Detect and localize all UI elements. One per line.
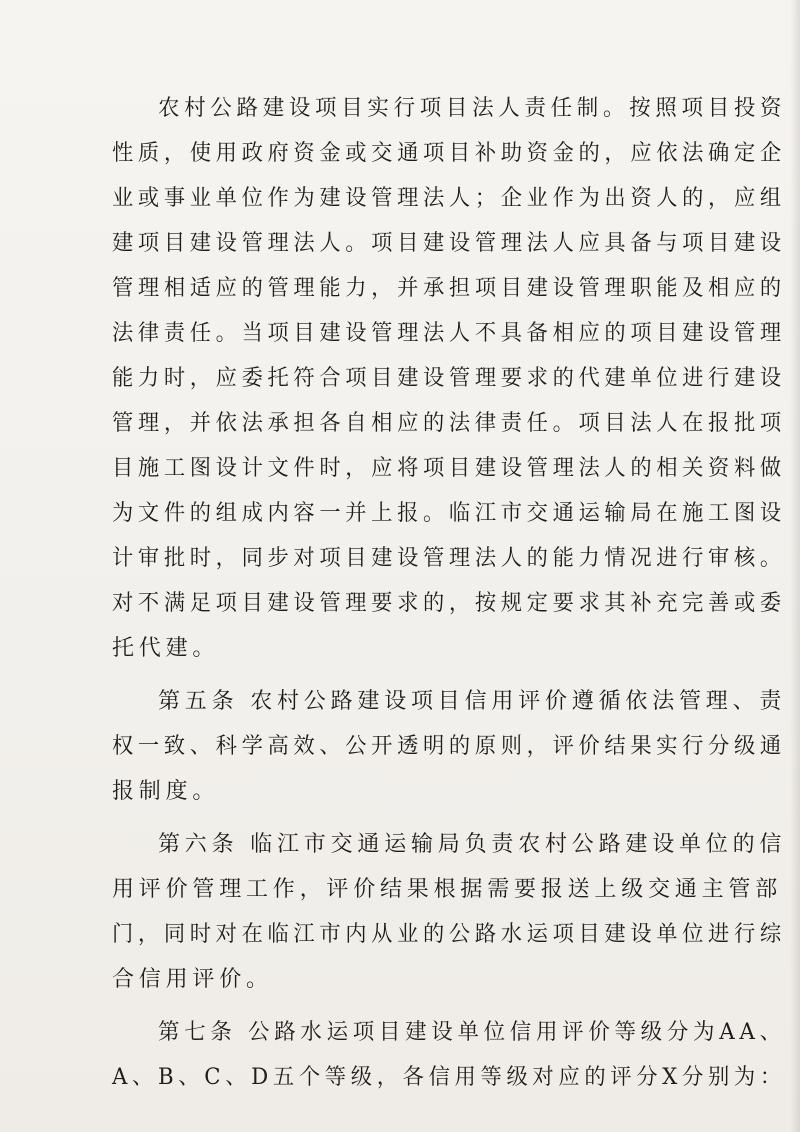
page-edge-shadow	[790, 0, 800, 1132]
article-7-line-2: A、B、C、D五个等级，各信用等级对应的评分X分别为：	[112, 1065, 786, 1090]
paragraph-1-line-8: 管理，并依法承担各自相应的法律责任。项目法人在报批项	[112, 411, 786, 436]
paragraph-1-line-6: 法律责任。当项目建设管理法人不具备相应的项目建设管理	[112, 321, 786, 346]
paragraph-1-line-2: 性质，使用政府资金或交通项目补助资金的，应依法确定企	[112, 141, 786, 166]
article-6-line-1: 第六条 临江市交通运输局负责农村公路建设单位的信	[158, 832, 787, 857]
article-5-line-1: 第五条 农村公路建设项目信用评价遵循依法管理、责	[158, 689, 787, 714]
article-6-line-2: 用评价管理工作，评价结果根据需要报送上级交通主管部	[112, 877, 783, 902]
paragraph-1-line-4: 建项目建设管理法人。项目建设管理法人应具备与项目建设	[112, 231, 786, 256]
paragraph-1-line-13: 托代建。	[112, 636, 220, 661]
article-5-line-2: 权一致、科学高效、公开透明的原则，评价结果实行分级通	[112, 734, 786, 759]
article-6-line-4: 合信用评价。	[112, 967, 273, 992]
paragraph-1-line-11: 计审批时，同步对项目建设管理法人的能力情况进行审核。	[112, 546, 786, 571]
paragraph-1-line-3: 业或事业单位作为建设管理法人；企业作为出资人的，应组	[112, 186, 786, 211]
paragraph-1-line-12: 对不满足项目建设管理要求的，按规定要求其补充完善或委	[112, 591, 786, 616]
article-6-line-3: 门，同时对在临江市内从业的公路水运项目建设单位进行综	[112, 922, 786, 947]
article-5-line-3: 报制度。	[112, 779, 220, 804]
paragraph-1-line-5: 管理相适应的管理能力，并承担项目建设管理职能及相应的	[112, 276, 786, 301]
paragraph-1-line-1: 农村公路建设项目实行项目法人责任制。按照项目投资	[158, 96, 787, 121]
paragraph-1-line-7: 能力时，应委托符合项目建设管理要求的代建单位进行建设	[112, 366, 786, 391]
paragraph-1-line-9: 目施工图设计文件时，应将项目建设管理法人的相关资料做	[112, 456, 786, 481]
paragraph-1-line-10: 为文件的组成内容一并上报。临江市交通运输局在施工图设	[112, 501, 786, 526]
article-7-line-1: 第七条 公路水运项目建设单位信用评价等级分为AA、	[158, 1020, 786, 1045]
